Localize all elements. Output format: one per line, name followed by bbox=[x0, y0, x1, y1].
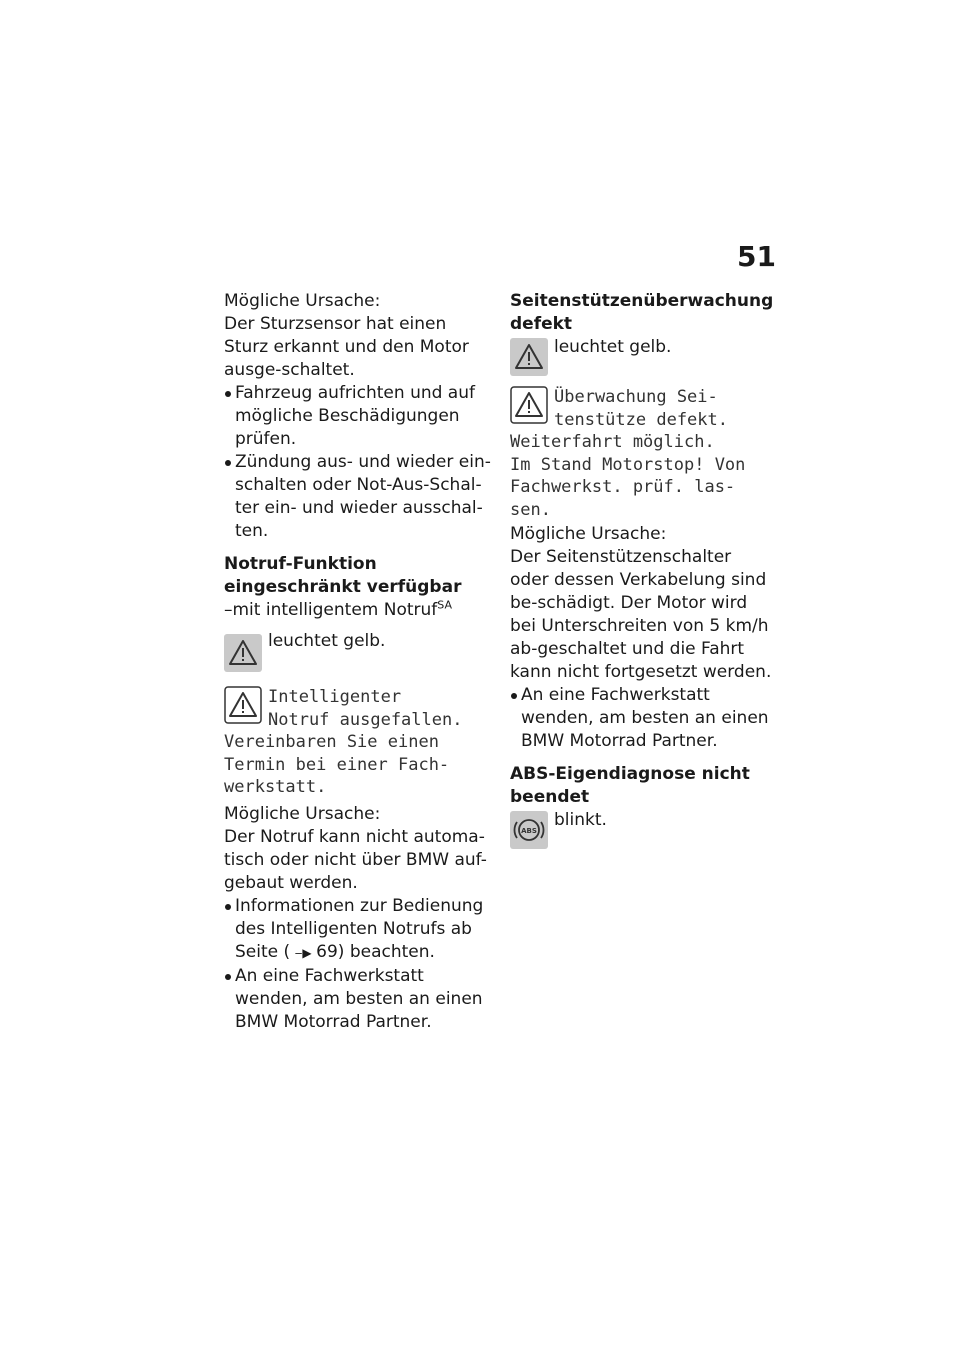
cause-label: Mögliche Ursache: bbox=[224, 803, 381, 824]
sa-superscript: SA bbox=[437, 598, 453, 612]
display-line: sen. bbox=[510, 499, 551, 520]
display-line: Im Stand Motorstop! Von bbox=[510, 454, 746, 475]
page-reference-link[interactable]: 69 bbox=[316, 941, 338, 962]
display-line: Intelligenter bbox=[268, 687, 402, 707]
indicator-row bbox=[224, 630, 494, 676]
right-column bbox=[510, 290, 772, 855]
display-message bbox=[224, 686, 494, 799]
left-column bbox=[224, 290, 494, 1034]
cause-text: Der Sturzsensor hat einen Sturz erkannt und den Motor ausge-schaltet. bbox=[224, 314, 469, 380]
page-number: 51 bbox=[737, 240, 776, 273]
section-title-seitenstuetze: Seitenstützenüberwachung defekt bbox=[510, 291, 774, 334]
display-line: Überwachung Sei- bbox=[554, 387, 718, 407]
warning-triangle-filled-icon bbox=[224, 634, 262, 672]
indicator-text: blinkt. bbox=[554, 810, 607, 830]
bullet-text: Informationen zur Bedienung des Intelligenten Notrufs ab Seite ( bbox=[235, 895, 484, 962]
section-title-abs: ABS-Eigendiagnose nicht beendet bbox=[510, 764, 750, 807]
cause-text: Der Notruf kann nicht automa-tisch oder nicht über BMW auf-gebaut werden. bbox=[224, 826, 487, 893]
display-line: Weiterfahrt möglich. bbox=[510, 432, 715, 452]
subtitle-text: –mit intelligentem Notruf bbox=[224, 600, 438, 620]
section-subtitle-notruf bbox=[224, 599, 494, 622]
bullet-list bbox=[510, 684, 772, 753]
display-line: tenstütze defekt. bbox=[554, 409, 728, 430]
section-title-notruf: Notruf-Funktion eingeschränkt verfügbar bbox=[224, 554, 462, 597]
cause-label: Mögliche Ursache: bbox=[224, 291, 381, 311]
abs-indicator-icon bbox=[510, 811, 548, 849]
list-item: An eine Fachwerkstatt wenden, am besten an einen BMW Motorrad Partner. bbox=[510, 684, 772, 753]
bullet-list bbox=[224, 895, 494, 1034]
cause-label: Mögliche Ursache: bbox=[510, 524, 667, 544]
warning-triangle-outline-icon bbox=[510, 386, 548, 424]
display-line: Fachwerkst. prüf. las- bbox=[510, 477, 736, 497]
warning-triangle-filled-icon bbox=[510, 338, 548, 376]
list-item: An eine Fachwerkstatt wenden, am besten an einen BMW Motorrad Partner. bbox=[224, 965, 494, 1034]
list-item: Fahrzeug aufrichten und auf mögliche Beschädigungen prüfen. bbox=[224, 382, 494, 451]
display-line: Termin bei einer Fach- bbox=[224, 754, 450, 775]
bullet-text: ) beachten. bbox=[337, 941, 435, 962]
page-reference-arrow-icon: ‒▶ bbox=[294, 945, 312, 960]
cause-text: Der Seitenstützenschalter oder dessen Verkabelung sind be-schädigt. Der Motor wird bei Unterschreiten von 5 km/h ab-geschaltet und die Fahrt kann nicht fortgesetzt werden. bbox=[510, 547, 772, 682]
indicator-text: leuchtet gelb. bbox=[554, 337, 672, 357]
display-line: Notruf ausgefallen. bbox=[268, 709, 463, 730]
list-item bbox=[224, 895, 494, 965]
display-line: Vereinbaren Sie einen bbox=[224, 732, 439, 752]
display-line: werkstatt. bbox=[224, 777, 327, 797]
display-message bbox=[510, 386, 772, 521]
abs-icon-label: ABS bbox=[521, 827, 537, 835]
indicator-row bbox=[510, 809, 772, 855]
warning-triangle-outline-icon bbox=[224, 686, 262, 724]
list-item: Zündung aus- und wieder ein-schalten oder Not-Aus-Schal-ter ein- und wieder ausschal-ten. bbox=[224, 451, 494, 543]
indicator-row bbox=[510, 336, 772, 382]
bullet-list bbox=[224, 382, 494, 543]
indicator-text: leuchtet gelb. bbox=[268, 631, 386, 651]
